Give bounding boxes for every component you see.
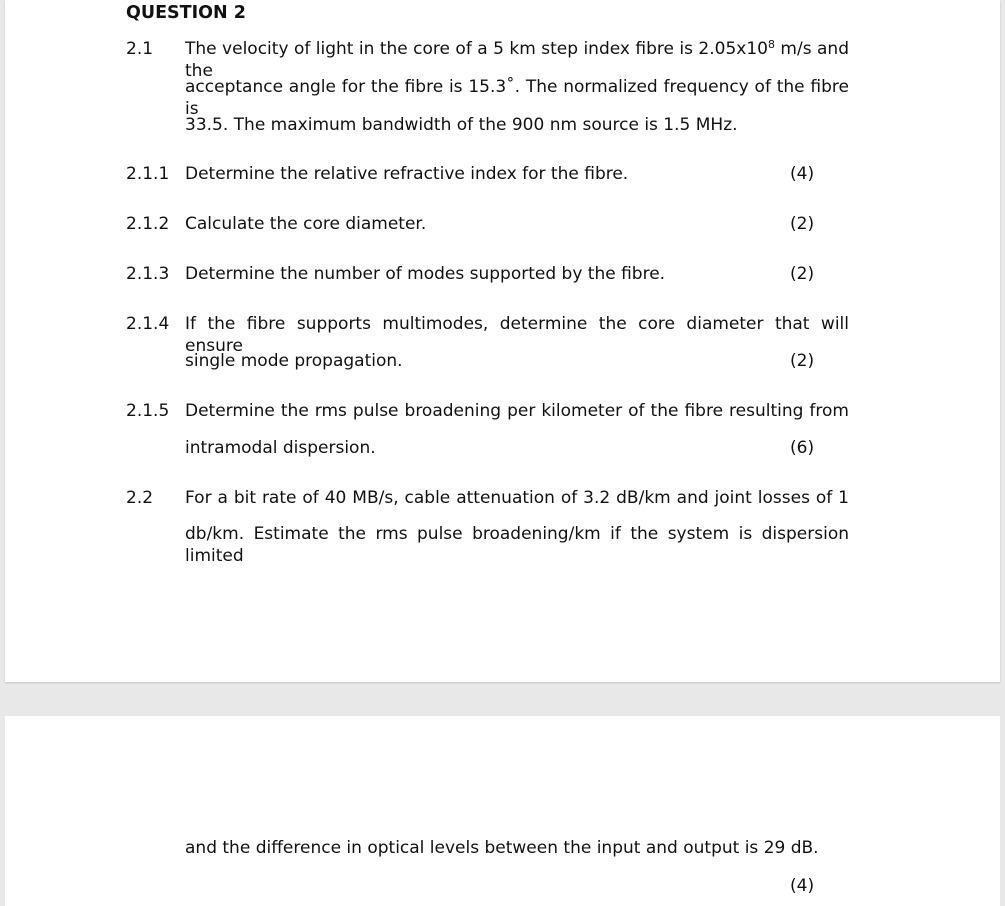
q2-1-3-number: 2.1.3 [126, 264, 170, 284]
q2-1-1-text: Determine the relative refractive index for the fibre. [185, 164, 629, 184]
document-page-2 [5, 716, 1000, 906]
q2-1-5-marks: (6) [790, 438, 815, 458]
q2-1-1-number: 2.1.1 [126, 164, 170, 184]
q2-2-marks: (4) [790, 876, 815, 896]
q2-1-3-text: Determine the number of modes supported by the fibre. [185, 264, 666, 284]
q2-2-number: 2.2 [126, 488, 154, 508]
q2-1-5-number: 2.1.5 [126, 401, 170, 421]
q2-1-number: 2.1 [126, 39, 154, 59]
q2-1-1-marks: (4) [790, 164, 815, 184]
document-page-1 [5, 0, 1000, 682]
q2-1-superscript: 8 [767, 38, 775, 51]
q2-1-line-2: acceptance angle for the fibre is 15.3˚. The normalized frequency of the fibre is [185, 77, 849, 119]
q2-1-line-1-after: m/s and the [185, 39, 849, 81]
q2-1-line-3: 33.5. The maximum bandwidth of the 900 nm source is 1.5 MHz. [185, 115, 738, 135]
q2-1-line-1-before: The velocity of light in the core of a 5 km step index fibre is 2.05x10 [185, 39, 768, 59]
q2-1-2-number: 2.1.2 [126, 214, 170, 234]
q2-1-4-line-2: single mode propagation. [185, 351, 403, 371]
q2-1-5-line-2: intramodal dispersion. [185, 438, 376, 458]
q2-1-4-marks: (2) [790, 351, 815, 371]
q2-1-5-line-1: Determine the rms pulse broadening per kilometer of the fibre resulting from [185, 401, 849, 421]
q2-2-line-3: and the difference in optical levels between the input and output is 29 dB. [185, 838, 819, 858]
q2-1-4-number: 2.1.4 [126, 314, 170, 334]
q2-1-2-marks: (2) [790, 214, 815, 234]
q2-1-4-line-1: If the fibre supports multimodes, determine the core diameter that will ensure [185, 314, 849, 356]
q2-2-line-2: db/km. Estimate the rms pulse broadening/km if the system is dispersion limited [185, 524, 849, 566]
q2-2-line-1: For a bit rate of 40 MB/s, cable attenuation of 3.2 dB/km and joint losses of 1 [185, 488, 849, 508]
q2-1-2-text: Calculate the core diameter. [185, 214, 427, 234]
question-heading: QUESTION 2 [126, 3, 246, 23]
q2-1-3-marks: (2) [790, 264, 815, 284]
